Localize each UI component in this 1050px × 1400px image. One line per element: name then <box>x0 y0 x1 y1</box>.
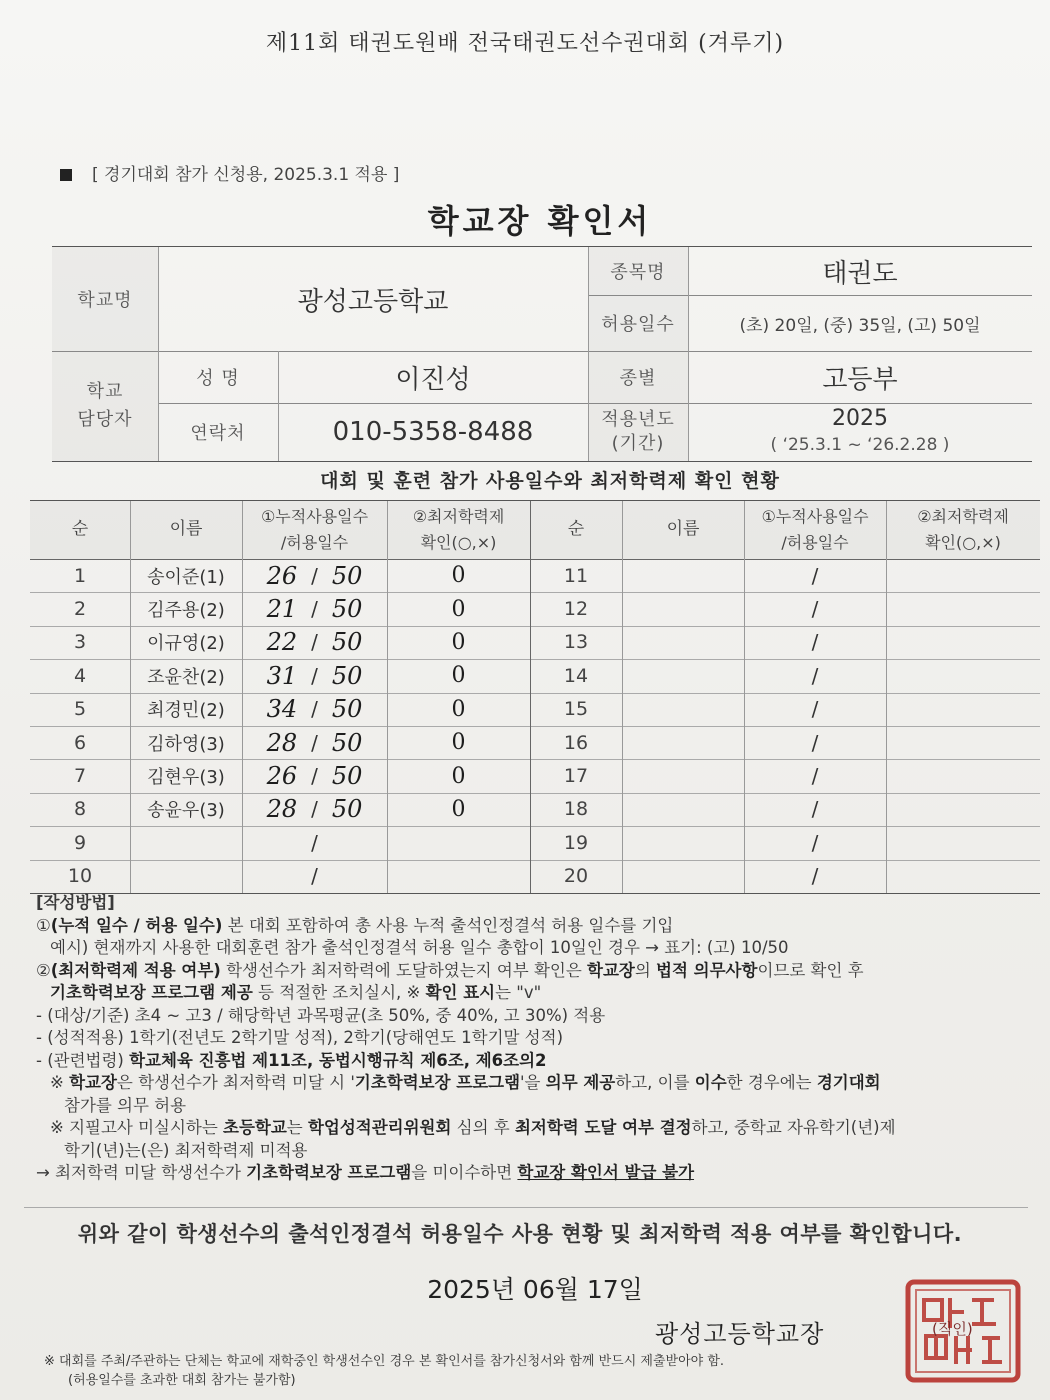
min-academic-check: 0 <box>451 763 466 789</box>
attendance-table <box>30 500 1040 892</box>
arrow-text: 을 미이수하면 <box>411 1163 518 1182</box>
contact-label: 연락처 <box>190 423 246 444</box>
note-bold: 학업성적관리위원회 <box>307 1118 452 1137</box>
confirmation-statement: 위와 같이 학생선수의 출석인정결석 허용일수 사용 현황 및 최저학력 적용 여부를 확인합니다. <box>77 1222 963 1246</box>
note-text: 하고, 이를 <box>615 1073 695 1092</box>
note-bold: 의무 제공 <box>545 1073 616 1092</box>
row-number: 15 <box>563 698 589 721</box>
instruction-note-2 <box>36 1117 1036 1140</box>
note-text: '을 <box>520 1073 546 1092</box>
footnote <box>44 1352 1034 1390</box>
instruction-example: 예시) 현재까지 사용한 대회훈련 참가 출석인정결석 허용 일수 총합이 10일인 경우 → 표기: (고) 10/50 <box>50 938 789 957</box>
row-number: 18 <box>563 798 589 821</box>
days-allowed-value: 50 <box>331 795 363 824</box>
student-name <box>622 793 744 826</box>
days-used-value: 22 <box>266 628 298 657</box>
instruction-law-label: - (관련법령) <box>36 1050 130 1070</box>
note-text: 은 학생선수가 최저학력 미달 시 ' <box>116 1073 355 1092</box>
slash-mark: / <box>311 864 318 889</box>
header-days-line1: ①누적사용일수 <box>260 507 369 527</box>
header-min-line2: 확인(○,×) <box>925 533 1001 552</box>
note-text: 한 경우에는 <box>726 1073 817 1092</box>
slash-mark: / <box>311 730 318 755</box>
info-divider <box>52 351 1032 352</box>
min-academic-check: 0 <box>451 796 466 822</box>
column-divider <box>744 501 745 893</box>
row-number: 19 <box>563 831 589 854</box>
instruction-note-2-cont: 학기(년)는(은) 최저학력제 미적용 <box>64 1140 308 1160</box>
division-label: 종별 <box>619 368 657 389</box>
min-academic-check <box>886 860 1040 893</box>
slash-mark: / <box>311 597 318 622</box>
slash-mark: / <box>811 630 819 655</box>
divider <box>24 1207 1028 1208</box>
header-days-line2: /허용일수 <box>280 533 349 552</box>
row-number: 7 <box>73 765 87 788</box>
days-used-cell <box>242 826 387 859</box>
division-value: 고등부 <box>822 364 898 395</box>
staff-name-value: 이진성 <box>395 364 471 395</box>
student-name <box>622 759 744 792</box>
student-name <box>130 826 242 859</box>
row-number: 11 <box>563 564 589 587</box>
year-label <box>588 403 688 461</box>
row-number: 13 <box>563 631 589 654</box>
info-divider <box>158 247 159 461</box>
instruction-program: 기초학력보장 프로그램 제공 <box>50 983 253 1002</box>
form-reference <box>60 160 399 185</box>
student-name <box>622 726 744 759</box>
event-title: 제11회 태권도원배 전국태권도선수권대회 (겨루기) <box>265 31 785 56</box>
year-label-line1: 적용년도 <box>601 409 675 430</box>
header-no-right: 순 <box>567 519 585 540</box>
row-number: 14 <box>563 664 589 687</box>
days-allowed-value: 50 <box>331 561 363 590</box>
allowed-days-label: 허용일수 <box>601 314 675 335</box>
row-number: 16 <box>563 731 589 754</box>
min-academic-check <box>886 626 1040 659</box>
row-number: 3 <box>73 631 87 654</box>
header-no: 순 <box>71 519 89 540</box>
slash-mark: / <box>811 663 819 688</box>
student-name: 송이준(1) <box>147 566 225 588</box>
row-number: 17 <box>563 765 589 788</box>
days-used-cell <box>242 559 387 592</box>
days-allowed-value: 50 <box>331 695 363 724</box>
student-name <box>622 693 744 726</box>
student-name <box>622 626 744 659</box>
student-name: 김주용(2) <box>147 600 225 622</box>
slash-mark: / <box>811 697 819 722</box>
student-name <box>622 826 744 859</box>
min-academic-check: 0 <box>451 730 466 756</box>
header-min-right <box>886 501 1040 559</box>
row-number: 20 <box>563 865 589 888</box>
school-label: 학교명 <box>77 290 133 311</box>
instruction-note-1 <box>36 1072 1036 1095</box>
slash-mark: / <box>311 697 318 722</box>
student-name <box>130 860 242 893</box>
min-academic-check: 0 <box>451 629 466 655</box>
note-text: 는 <box>286 1118 308 1137</box>
slash-mark: / <box>811 563 819 588</box>
note-bold: 이수 <box>694 1073 727 1092</box>
row-number: 12 <box>563 598 589 621</box>
note-text: ※ 지필고사 미실시하는 <box>50 1118 224 1137</box>
contact-value: 010-5358-8488 <box>332 417 534 447</box>
note-bold: 경기대회 <box>816 1073 881 1092</box>
arrow-bold: 기초학력보장 프로그램 <box>246 1163 412 1182</box>
instruction-note-1-cont: 참가를 의무 허용 <box>64 1095 187 1115</box>
document-title: 학교장 확인서 <box>427 202 653 240</box>
min-academic-check <box>886 726 1040 759</box>
info-divider <box>278 351 279 461</box>
row-number: 5 <box>73 698 87 721</box>
instruction-2-cont <box>36 982 1036 1005</box>
min-academic-check: 0 <box>451 663 466 689</box>
instruction-2-text: 학생선수가 최저학력에 도달하였는지 여부 확인은 <box>220 960 588 980</box>
min-academic-check <box>387 860 530 893</box>
slash-mark: / <box>311 663 318 688</box>
footnote-line-2: (허용일수를 초과한 대회 참가는 불가함) <box>68 1373 296 1388</box>
header-name-right: 이름 <box>666 519 700 540</box>
days-used-value: 31 <box>266 661 298 690</box>
instruction-1-num: ① <box>36 915 51 935</box>
days-used-cell <box>242 860 387 893</box>
instruction-target: - (대상/기준) 초4 ~ 고3 / 해당학년 과목평균(초 50%, 중 40%, 고 30%) 적용 <box>36 1005 606 1025</box>
instruction-text: 는 "v" <box>495 983 542 1002</box>
min-academic-check <box>886 693 1040 726</box>
min-academic-check: 0 <box>451 596 466 622</box>
slash-mark: / <box>811 764 819 789</box>
school-value: 광성고등학교 <box>297 286 449 317</box>
note-bold: 학교장 <box>69 1073 117 1092</box>
instruction-text: 등 적절한 조치실시, ※ <box>252 983 426 1002</box>
student-name <box>622 659 744 692</box>
instruction-2-principal: 학교장 <box>587 960 635 980</box>
days-used-value: 28 <box>266 728 298 757</box>
min-academic-check <box>886 659 1040 692</box>
header-days <box>242 501 387 559</box>
days-used-value: 21 <box>266 595 298 624</box>
row-number: 8 <box>73 798 87 821</box>
days-used-value: 28 <box>266 795 298 824</box>
arrow-text: → 최저학력 미달 학생선수가 <box>36 1163 247 1182</box>
days-allowed-value: 50 <box>331 661 363 690</box>
table-title: 대회 및 훈련 참가 사용일수와 최저학력제 확인 현황 <box>320 470 780 492</box>
row-number: 2 <box>73 598 87 621</box>
instruction-2 <box>36 960 1036 983</box>
info-divider <box>158 403 1032 404</box>
slash-mark: / <box>811 797 819 822</box>
row-number: 6 <box>73 731 87 754</box>
min-academic-check <box>886 592 1040 625</box>
instruction-2-text: 이므로 확인 후 <box>757 960 864 980</box>
days-allowed-value: 50 <box>331 595 363 624</box>
student-name: 김현우(3) <box>147 767 225 789</box>
header-days-line2: /허용일수 <box>781 533 849 552</box>
header-min <box>387 501 530 559</box>
student-name <box>622 592 744 625</box>
column-divider <box>530 501 531 893</box>
note-mark: ※ <box>50 1073 70 1092</box>
days-used-value: 34 <box>266 695 298 724</box>
days-used-cell <box>242 793 387 826</box>
header-min-line1: ②최저학력제 <box>917 507 1009 527</box>
student-name <box>622 559 744 592</box>
info-divider <box>588 295 1032 296</box>
slash-mark: / <box>811 597 819 622</box>
header-name: 이름 <box>169 519 203 540</box>
name-label: 성 명 <box>196 368 240 389</box>
min-academic-check <box>886 793 1040 826</box>
signer-title: 광성고등학교장 <box>655 1320 825 1348</box>
instructions <box>36 892 1036 1185</box>
info-bottom-border <box>52 461 1032 462</box>
instruction-2-duty: 법적 의무사항 <box>656 960 758 980</box>
min-academic-check: 0 <box>451 696 466 722</box>
column-divider <box>622 501 623 893</box>
arrow-bold-underline: 학교장 확인서 발급 불가 <box>517 1163 695 1182</box>
days-used-cell <box>242 759 387 792</box>
slash-mark: / <box>811 864 819 889</box>
days-used-cell <box>242 726 387 759</box>
column-divider <box>130 501 131 893</box>
sport-value: 태권도 <box>822 258 898 289</box>
period-value: ( ‘25.3.1 ~ ‘26.2.28 ) <box>770 435 950 455</box>
days-used-cell <box>242 626 387 659</box>
slash-mark: / <box>311 764 318 789</box>
instruction-2-num: ② <box>36 960 51 980</box>
sport-label: 종목명 <box>610 262 666 283</box>
allowed-days-value: (초) 20일, (중) 35일, (고) 50일 <box>739 315 981 336</box>
header-min-line2: 확인(○,×) <box>420 533 497 552</box>
instruction-2-bold: (최저학력제 적용 여부) <box>50 960 221 980</box>
days-allowed-value: 50 <box>331 628 363 657</box>
column-divider <box>387 501 388 893</box>
days-used-cell <box>242 693 387 726</box>
student-name <box>622 860 744 893</box>
header-days-line1: ①누적사용일수 <box>761 507 869 527</box>
note-bold: 기초학력보장 프로그램 <box>354 1073 521 1092</box>
info-divider <box>588 247 589 461</box>
days-used-value: 26 <box>266 561 298 590</box>
instructions-heading: [작성방법] <box>36 893 115 912</box>
slash-mark: / <box>311 563 318 588</box>
instruction-1-bold: (누적 일수 / 허용 일수) <box>50 915 223 935</box>
row-number: 4 <box>73 664 87 687</box>
instruction-2-text: 의 <box>634 960 657 980</box>
issue-date: 2025년 06월 17일 <box>427 1275 643 1304</box>
note-text: 하고, 중학교 자유학기(년)제 <box>691 1118 896 1137</box>
header-min-line1: ②최저학력제 <box>412 507 505 527</box>
header-days-right <box>744 501 886 559</box>
instruction-1-text: 본 대회 포함하여 총 사용 누적 출석인정결석 허용 일수를 기입 <box>222 915 674 935</box>
min-academic-check: 0 <box>451 563 466 589</box>
days-allowed-value: 50 <box>331 728 363 757</box>
instruction-law <box>36 1050 1036 1073</box>
slash-mark: / <box>311 830 318 855</box>
instruction-mark: 확인 표시 <box>425 983 496 1002</box>
student-name: 송윤우(3) <box>147 800 225 822</box>
column-divider <box>242 501 243 893</box>
note-bold: 초등학교 <box>223 1118 287 1137</box>
square-bullet-icon <box>60 169 72 181</box>
note-bold: 최저학력 도달 여부 결정 <box>514 1118 692 1137</box>
slash-mark: / <box>811 730 819 755</box>
min-academic-check <box>886 559 1040 592</box>
instruction-law-text: 학교체육 진흥법 제11조, 동법시행규칙 제6조, 제6조의2 <box>129 1050 547 1070</box>
slash-mark: / <box>811 830 819 855</box>
slash-mark: / <box>311 630 318 655</box>
instruction-1 <box>36 915 1036 938</box>
min-academic-check <box>886 826 1040 859</box>
days-allowed-value: 50 <box>331 762 363 791</box>
student-name: 김하영(3) <box>147 733 225 755</box>
days-used-value: 26 <box>266 762 298 791</box>
days-used-cell <box>242 592 387 625</box>
info-table <box>52 246 1032 461</box>
staff-label-line1: 학교 <box>86 381 124 402</box>
row-number: 1 <box>73 564 87 587</box>
instruction-arrow <box>36 1162 1036 1185</box>
year-value-cell <box>688 403 1032 461</box>
row-number: 9 <box>73 831 87 854</box>
row-number: 10 <box>67 865 93 888</box>
days-used-cell <box>242 659 387 692</box>
year-label-line2: (기간) <box>611 433 665 454</box>
footnote-line-1: ※ 대회를 주최/주관하는 단체는 학교에 재학중인 학생선수인 경우 본 확인서를 참가신청서와 함께 반드시 제출받아야 함. <box>44 1354 725 1369</box>
staff-label-line2: 담당자 <box>77 409 133 430</box>
student-name: 이규영(2) <box>147 633 225 655</box>
column-divider <box>886 501 887 893</box>
year-value: 2025 <box>832 406 888 431</box>
student-name: 최경민(2) <box>147 700 225 722</box>
student-name: 조윤찬(2) <box>147 666 225 688</box>
info-divider <box>688 247 689 461</box>
min-academic-check <box>387 826 530 859</box>
staff-label <box>52 351 158 461</box>
instruction-grades: - (성적적용) 1학기(전년도 2학기말 성적), 2학기(당해연도 1학기말 성적) <box>36 1028 564 1047</box>
note-text: 심의 후 <box>451 1118 515 1137</box>
form-reference-text: [ 경기대회 참가 신청용, 2025.3.1 적용 ] <box>92 165 400 185</box>
min-academic-check <box>886 759 1040 792</box>
seal-label: (직인) <box>932 1320 973 1338</box>
slash-mark: / <box>311 797 318 822</box>
